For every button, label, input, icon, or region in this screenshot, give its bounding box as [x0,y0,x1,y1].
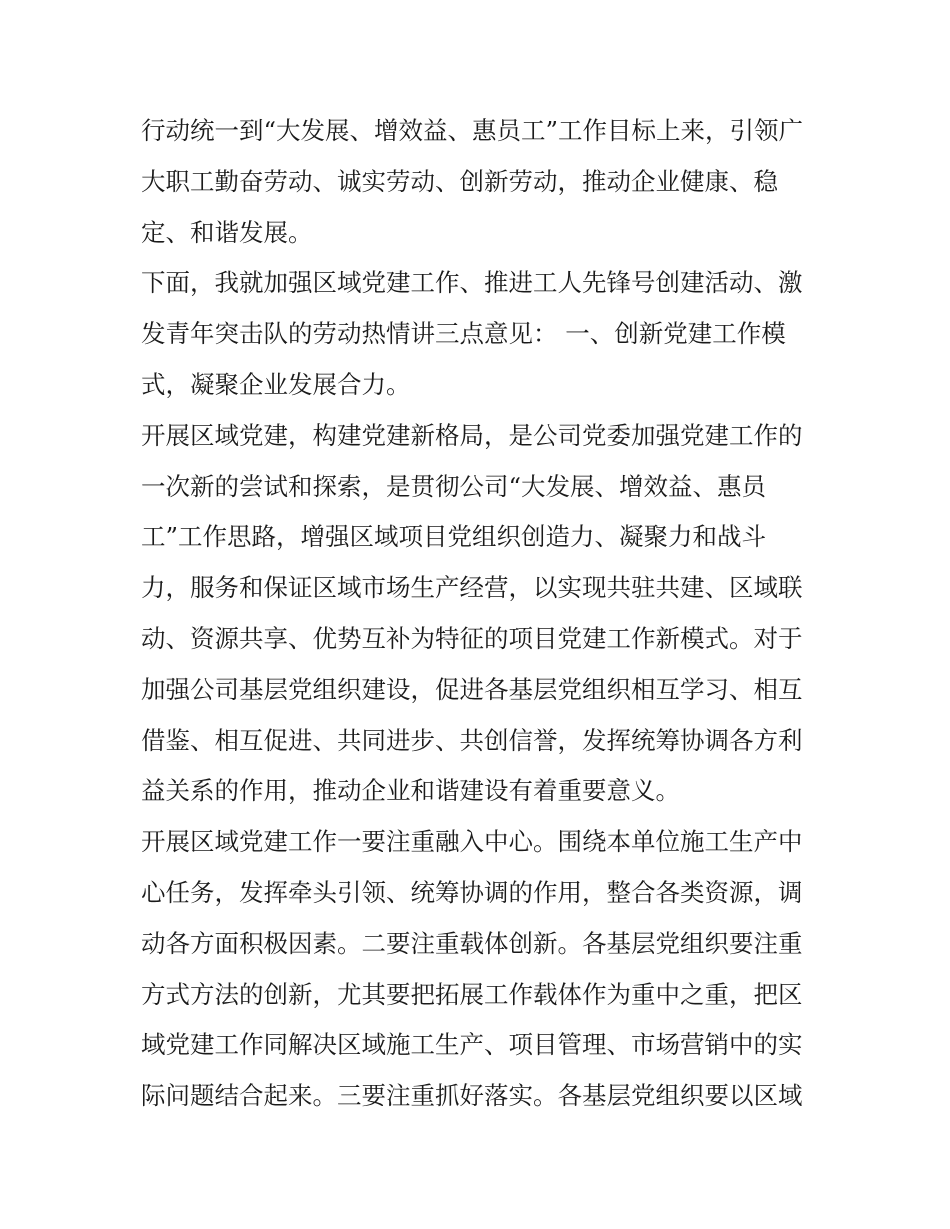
text-line: 方式方法的创新，尤其要把拓展工作载体作为重中之重，把区 [141,979,803,1009]
text-line: 动、资源共享、优势互补为特征的项目党建工作新模式。对于 [141,623,803,653]
text-line: 定、和谐发展。 [141,217,313,247]
text-line: 力，服务和保证区域市场生产经营，以实现共驻共建、区域联 [141,573,803,603]
text-line: 益关系的作用，推动企业和谐建设有着重要意义。 [141,776,680,806]
text-line: 动各方面积极因素。二要注重载体创新。各基层党组织要注重 [141,928,803,958]
text-line: 开展区域党建工作一要注重融入中心。围绕本单位施工生产中 [141,827,803,857]
text-line: 大职工勤奋劳动、诚实劳动、创新劳动，推动企业健康、稳 [141,166,778,196]
text-line: 开展区域党建，构建党建新格局，是公司党委加强党建工作的 [141,420,803,450]
text-line: 借鉴、相互促进、共同进步、共创信誉，发挥统筹协调各方利 [141,725,803,755]
text-line: 下面，我就加强区域党建工作、推进工人先锋号创建活动、激 [141,268,803,298]
text-line: 发青年突击队的劳动热情讲三点意见： 一、创新党建工作模 [141,319,786,349]
text-line: 工”工作思路，增强区域项目党组织创造力、凝聚力和战斗 [141,522,767,552]
text-line: 心任务，发挥牵头引领、统筹协调的作用，整合各类资源，调 [141,877,803,907]
text-line: 行动统一到“大发展、增效益、惠员工”工作目标上来，引领广 [141,116,804,145]
text-line: 式，凝聚企业发展合力。 [141,369,411,399]
text-line: 加强公司基层党组织建设，促进各基层党组织相互学习、相互 [141,674,803,704]
text-line: 际问题结合起来。三要注重抓好落实。各基层党组织要以区域 [141,1081,803,1111]
body-text [141,106,821,1122]
text-line: 一次新的尝试和探索，是贯彻公司“大发展、增效益、惠员 [141,471,767,501]
text-line: 域党建工作同解决区域施工生产、项目管理、市场营销中的实 [141,1030,803,1060]
